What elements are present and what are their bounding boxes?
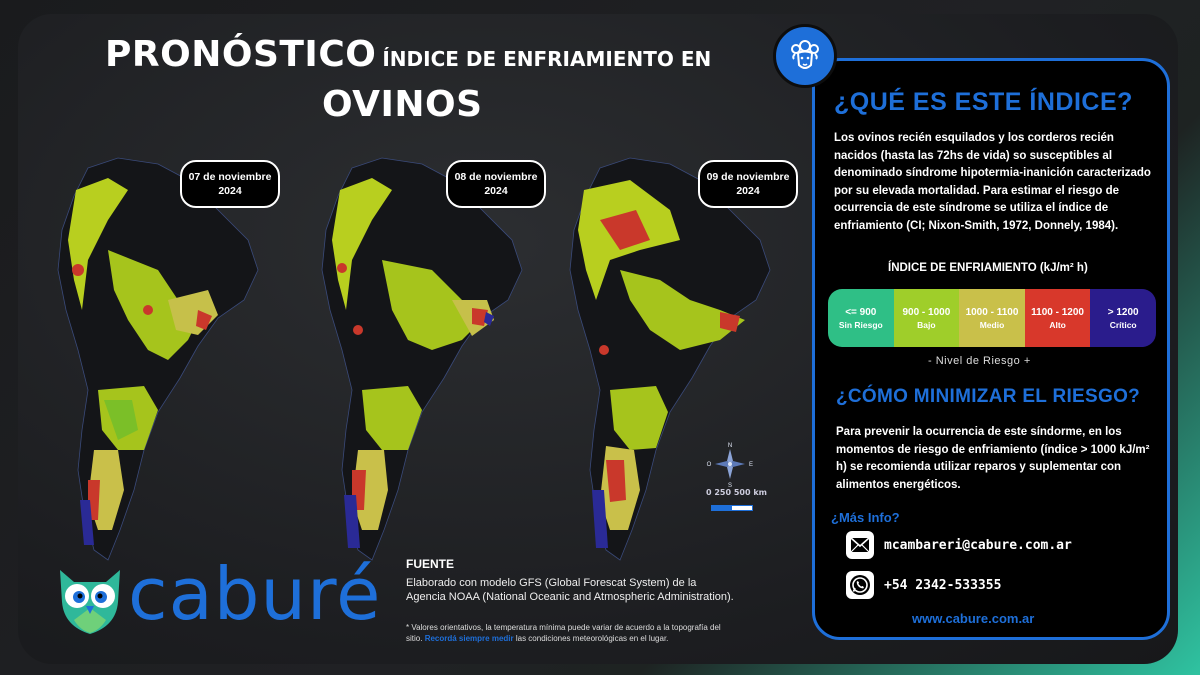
compass-n: N [727,443,733,449]
legend-cell-medio [959,289,1025,347]
title-species: OVINOS [322,84,483,125]
date-badge-2 [446,160,546,208]
mail-icon [846,531,874,559]
compass-e: E [748,462,754,468]
legend-range: 1100 - 1200 [1031,306,1084,318]
source-note-pre: * Valores orientativos, la temperatura mínima puede variar de acuerdo a la topografía del sitio. [406,623,721,643]
map-day-2 [312,150,542,570]
sheep-icon [773,24,837,88]
source-note [406,623,738,644]
title-sub: ÍNDICE DE ENFRIAMIENTO EN [382,47,712,71]
south-america-map [48,150,278,570]
map-day-1 [48,150,278,570]
legend-range: 1000 - 1100 [965,306,1019,318]
date-badge-1-line1: 07 de noviembre [188,171,272,183]
legend-cell-alto [1025,289,1091,347]
index-description: Los ovinos recién esquilados y los corderos recién nacidos (hasta las 72hs de vida) so susceptibles al denominado síndrome hipotermia-inanición caracterizado por su elevada mortalidad. Para estimar el riesgo de ocurrencia de este síndrome se utiliza el índice de enfriamiento (CI; Nixon-Smith, 1972, Donnely, 1984). [834,132,1151,232]
scale-label: 0 250 500 km [706,488,767,497]
source-text: Elaborado con modelo GFS (Global Forescat System) de la Agencia NOAA (National Oceanic and Atmospheric Administration). [406,577,734,603]
risk-axis-label: - Nivel de Riesgo + [928,355,1031,367]
date-badge-3 [698,160,798,208]
legend-cell-critico [1090,289,1156,347]
legend-level: Medio [979,319,1005,330]
legend-cell-sin-riesgo [828,289,894,347]
legend-level: Sin Riesgo [838,319,883,330]
legend-level: Alto [1049,319,1066,330]
phone-contact[interactable] [846,571,1001,599]
compass-o: O [706,462,712,468]
title-main: PRONÓSTICO [105,34,377,75]
date-badge-3-line2: 2024 [736,185,760,197]
email-contact[interactable] [846,531,1072,559]
more-info-label: ¿Más Info? [831,510,900,525]
heading-how-minimize: ¿CÓMO MINIMIZAR EL RIESGO? [836,386,1141,407]
legend-range: <= 900 [845,306,877,318]
date-badge-2-line2: 2024 [484,185,508,197]
whatsapp-icon [846,571,874,599]
brand-name: caburé [128,552,382,636]
date-badge-3-line1: 09 de noviembre [706,171,790,183]
date-badge-1 [180,160,280,208]
how-text: Para prevenir la ocurrencia de este síndorme, en los momentos de riesgo de enfriamiento (índice > 1000 kJ/m² h) se recomienda utilizar reparos y suplementar con alimentos energéticos. [836,426,1150,491]
scale-bar [711,505,753,511]
south-america-map [560,150,790,570]
owl-logo-icon [50,560,130,640]
risk-legend [828,289,1156,347]
legend-range: > 1200 [1107,306,1139,318]
legend-range: 900 - 1000 [902,306,951,318]
source-note-post: las condiciones meteorológicas en el lugar. [515,633,669,643]
legend-cell-bajo [894,289,960,347]
source-note-highlight: Recordá siempre medir [424,633,514,643]
phone-text[interactable]: +54 2342-533355 [884,577,1002,593]
index-legend-title: ÍNDICE DE ENFRIAMIENTO (kJ/m² h) [888,262,1088,274]
legend-level: Bajo [917,319,936,330]
legend-level: Crítico [1109,319,1137,330]
compass-s: S [727,483,733,488]
map-day-3 [560,150,790,570]
heading-what-is: ¿QUÉ ES ESTE ÍNDICE? [834,88,1133,116]
date-badge-2-line1: 08 de noviembre [454,171,538,183]
title-line-1 [105,34,725,75]
compass-rose-icon [706,440,754,488]
date-badge-1-line2: 2024 [218,185,242,197]
email-text[interactable]: mcambareri@cabure.com.ar [884,537,1072,553]
south-america-map [312,150,542,570]
website-link[interactable]: www.cabure.com.ar [912,611,1035,626]
source-heading: FUENTE [406,557,454,571]
